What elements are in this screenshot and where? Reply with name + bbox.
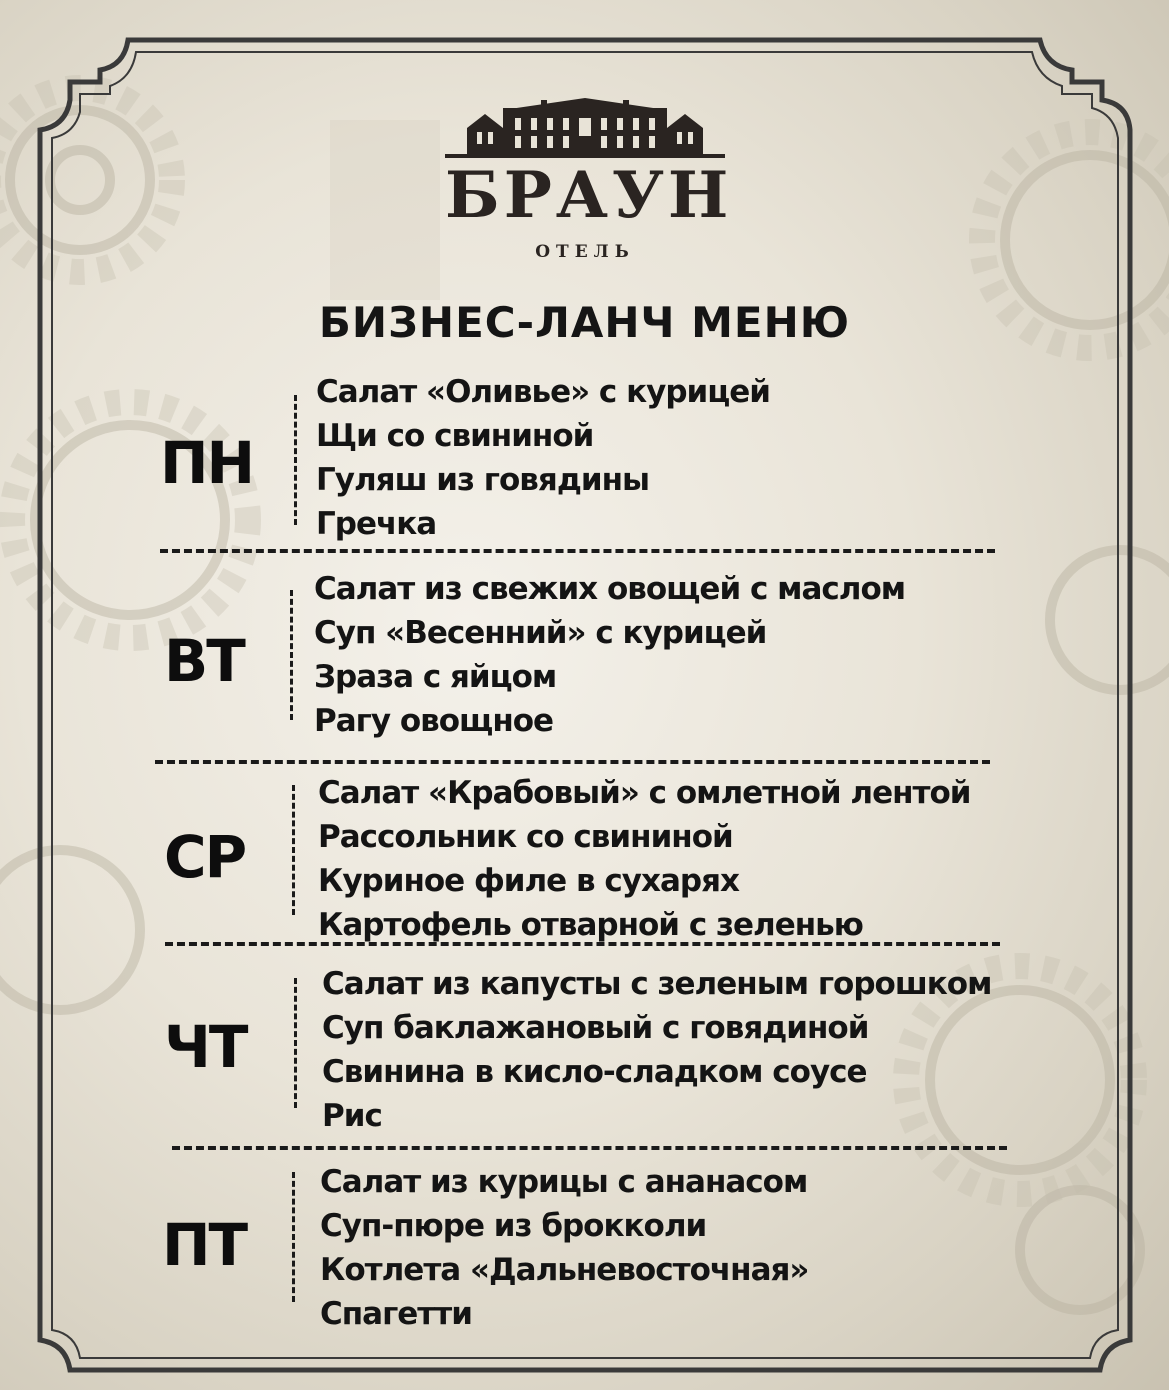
dish-item: Суп баклажановый с говядиной	[322, 1010, 869, 1046]
page-title: БИЗНЕС-ЛАНЧ МЕНЮ	[318, 298, 851, 347]
brand-name: БРАУН	[445, 158, 733, 233]
day-label-mon: ПН	[160, 429, 254, 497]
dish-item: Суп-пюре из брокколи	[320, 1208, 707, 1244]
dish-item: Салат из курицы с ананасом	[320, 1164, 808, 1200]
dish-item: Спагетти	[320, 1296, 472, 1332]
dish-item: Котлета «Дальневосточная»	[320, 1252, 809, 1288]
day-label-tue: ВТ	[164, 627, 244, 695]
dish-item: Рассольник со свининой	[318, 819, 733, 855]
dish-list-mon	[316, 370, 770, 546]
day-separator-line	[290, 590, 296, 720]
dish-item: Гуляш из говядины	[316, 462, 650, 498]
dish-item: Салат «Крабовый» с омлетной лентой	[318, 775, 971, 811]
day-separator-line	[294, 395, 300, 525]
dish-item: Свинина в кисло-сладком соусе	[322, 1054, 867, 1090]
dish-item: Салат из капусты с зеленым горошком	[322, 966, 992, 1002]
section-divider	[172, 1146, 1007, 1150]
day-separator-line	[292, 1172, 298, 1302]
building-icon	[445, 98, 725, 162]
day-label-thu: ЧТ	[164, 1013, 247, 1081]
dish-item: Куриное филе в сухарях	[318, 863, 739, 899]
day-separator-line	[292, 785, 298, 915]
dish-item: Рис	[322, 1098, 382, 1134]
section-divider	[160, 549, 995, 553]
dish-item: Суп «Весенний» с курицей	[314, 615, 767, 651]
dish-list-tue	[314, 567, 905, 743]
hotel-logo	[445, 98, 733, 268]
dish-item: Щи со свининой	[316, 418, 594, 454]
dish-item: Картофель отварной с зеленью	[318, 907, 863, 943]
dish-item: Зраза с яйцом	[314, 659, 557, 695]
day-separator-line	[294, 978, 300, 1108]
dish-list-thu	[322, 962, 991, 1138]
day-label-fri: ПТ	[162, 1211, 247, 1279]
dish-list-fri	[320, 1160, 808, 1336]
section-divider	[155, 760, 990, 764]
dish-item: Рагу овощное	[314, 703, 554, 739]
dish-item: Гречка	[316, 506, 437, 542]
dish-list-wed	[318, 771, 971, 947]
dish-item: Салат из свежих овощей с маслом	[314, 571, 906, 607]
brand-subtitle: ОТЕЛЬ	[535, 242, 635, 262]
section-divider	[165, 942, 1000, 946]
day-label-wed: СР	[164, 823, 246, 891]
dish-item: Салат «Оливье» с курицей	[316, 374, 770, 410]
